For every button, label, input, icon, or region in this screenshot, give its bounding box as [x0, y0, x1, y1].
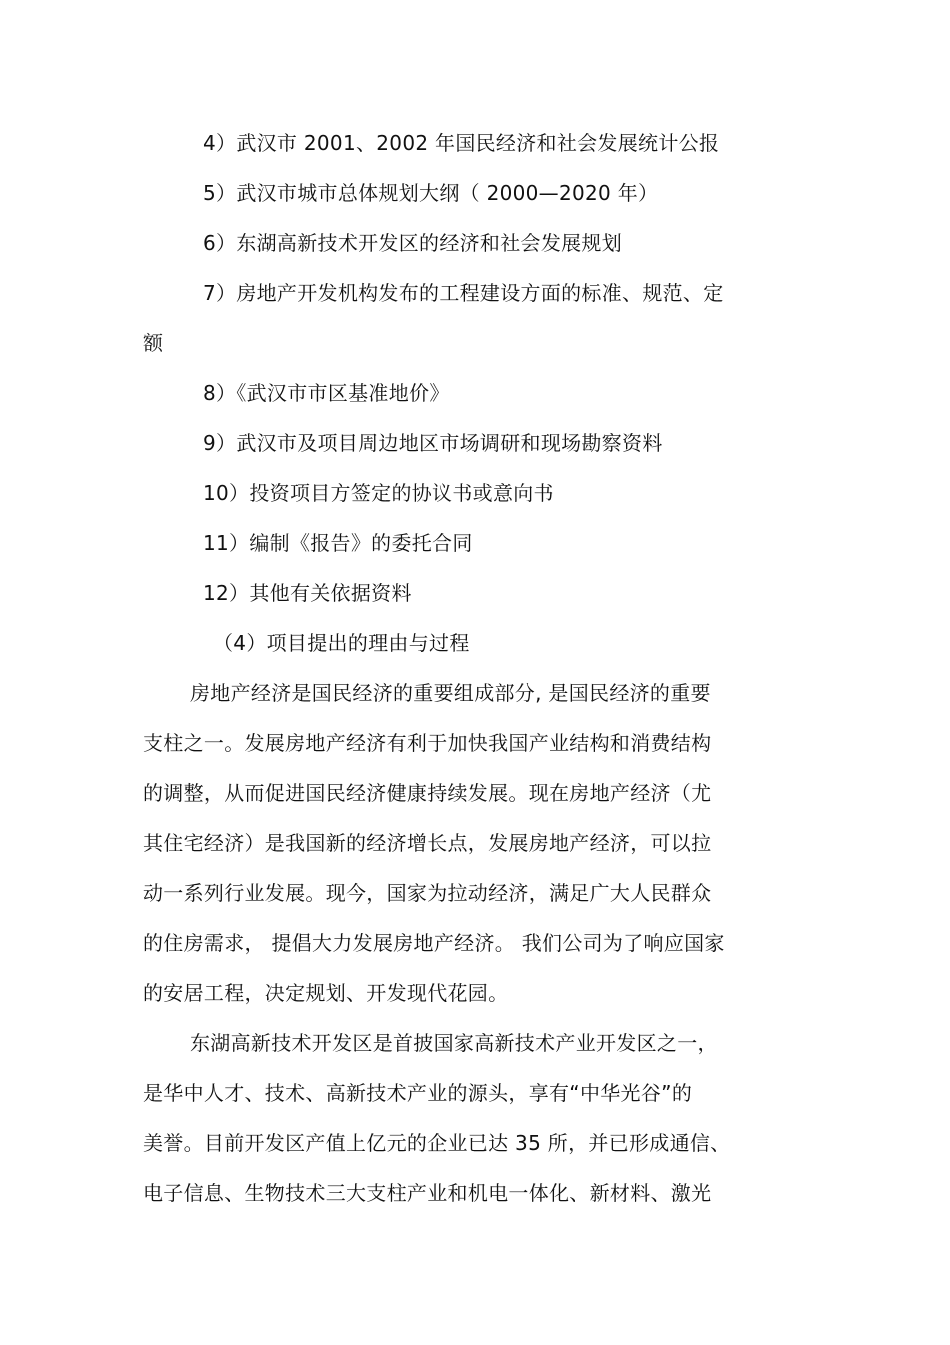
paragraph-1-line-6: 的住房需求， 提倡大力发展房地产经济。 我们公司为了响应国家: [143, 931, 725, 955]
paragraph-2-line-2: 是华中人才、技术、高新技术产业的源头，享有“中华光谷”的: [143, 1081, 693, 1105]
reference-item-7-continued: 额: [143, 331, 164, 355]
paragraph-1-line-4: 其住宅经济）是我国新的经济增长点，发展房地产经济，可以拉: [143, 831, 712, 855]
paragraph-1-line-1: 房地产经济是国民经济的重要组成部分, 是国民经济的重要: [190, 681, 711, 705]
reference-item-6: 6）东湖高新技术开发区的经济和社会发展规划: [203, 231, 623, 255]
reference-item-7: 7）房地产开发机构发布的工程建设方面的标准、规范、定: [203, 281, 724, 305]
reference-item-11: 11）编制《报告》的委托合同: [203, 531, 473, 555]
reference-item-9: 9）武汉市及项目周边地区市场调研和现场勘察资料: [203, 431, 663, 455]
paragraph-1-line-2: 支柱之一。发展房地产经济有利于加快我国产业结构和消费结构: [143, 731, 712, 755]
paragraph-2-line-1: 东湖高新技术开发区是首披国家高新技术产业开发区之一，: [190, 1031, 718, 1055]
reference-item-4: 4）武汉市 2001、2002 年国民经济和社会发展统计公报: [203, 131, 720, 155]
section-heading: （4）项目提出的理由与过程: [213, 631, 470, 655]
paragraph-1-line-3: 的调整，从而促进国民经济健康持续发展。现在房地产经济（尤: [143, 781, 712, 805]
paragraph-2-line-4: 电子信息、生物技术三大支柱产业和机电一体化、新材料、激光: [143, 1181, 712, 1205]
paragraph-1-line-7: 的安居工程，决定规划、开发现代花园。: [143, 981, 509, 1005]
paragraph-2-line-3: 美誉。目前开发区产值上亿元的企业已达 35 所，并已形成通信、: [143, 1131, 731, 1155]
reference-item-5: 5）武汉市城市总体规划大纲（ 2000—2020 年）: [203, 181, 659, 205]
reference-item-10: 10）投资项目方签定的协议书或意向书: [203, 481, 554, 505]
paragraph-1-line-5: 动一系列行业发展。现今，国家为拉动经济，满足广大人民群众: [143, 881, 712, 905]
reference-item-12: 12）其他有关依据资料: [203, 581, 412, 605]
reference-item-8: 8）《武汉市市区基准地价》: [203, 381, 450, 405]
